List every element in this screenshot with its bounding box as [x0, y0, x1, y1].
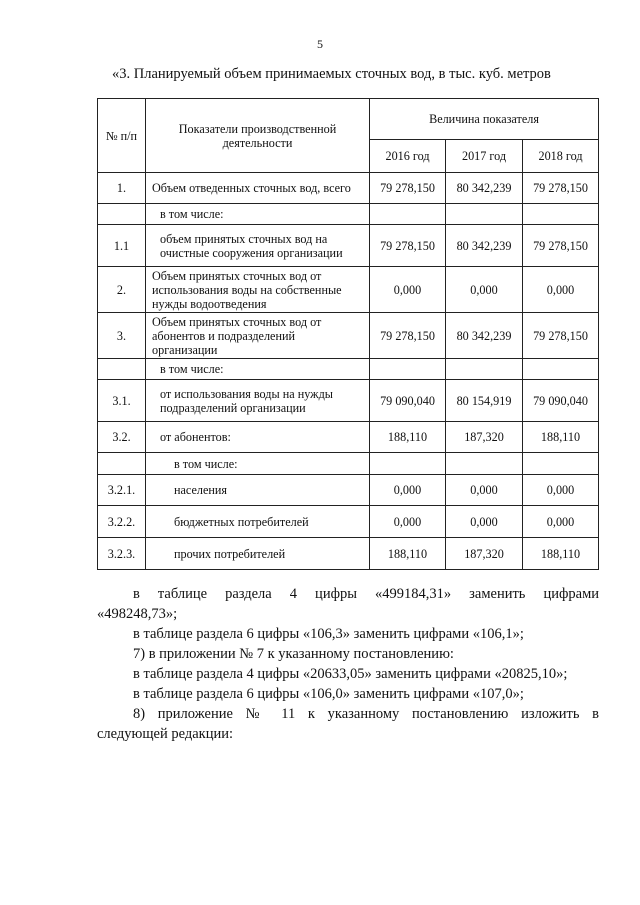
value-2017: 0,000 — [446, 506, 523, 538]
paragraph: следующей редакции: — [97, 726, 234, 742]
value-2018: 0,000 — [523, 267, 599, 313]
value-2017 — [446, 359, 523, 380]
table-header-row — [98, 99, 599, 140]
amendments-text — [97, 584, 599, 744]
row-number — [98, 453, 146, 475]
row-number: 3.1. — [98, 380, 146, 422]
value-2018: 0,000 — [523, 506, 599, 538]
paragraph: в таблице раздела 4 цифры «499184,31» заменить цифрами — [133, 586, 599, 602]
value-2016: 0,000 — [370, 506, 446, 538]
value-2018: 79 278,150 — [523, 313, 599, 359]
value-2016: 79 278,150 — [370, 313, 446, 359]
row-label: населения — [146, 475, 370, 506]
paragraph: в таблице раздела 4 цифры «20633,05» заменить цифрами «20825,10»; — [133, 666, 568, 682]
row-label: от абонентов: — [146, 422, 370, 453]
value-2017: 80 342,239 — [446, 225, 523, 267]
value-2016 — [370, 359, 446, 380]
row-label: Объем отведенных сточных вод, всего — [146, 173, 370, 204]
value-2016: 79 278,150 — [370, 173, 446, 204]
row-label: в том числе: — [146, 204, 370, 225]
row-number — [98, 204, 146, 225]
value-2018: 188,110 — [523, 538, 599, 570]
header-year-2016: 2016 год — [370, 140, 446, 173]
value-2016: 79 090,040 — [370, 380, 446, 422]
row-label: прочих потребителей — [146, 538, 370, 570]
page-number: 5 — [317, 37, 323, 51]
value-2016: 188,110 — [370, 422, 446, 453]
value-2016: 0,000 — [370, 267, 446, 313]
value-2016: 79 278,150 — [370, 225, 446, 267]
value-2017: 80 342,239 — [446, 173, 523, 204]
value-2018 — [523, 204, 599, 225]
table-row — [98, 313, 599, 359]
value-2017 — [446, 453, 523, 475]
row-number: 1.1 — [98, 225, 146, 267]
value-2017 — [446, 204, 523, 225]
table-row — [98, 506, 599, 538]
value-2017: 80 342,239 — [446, 313, 523, 359]
row-number: 3. — [98, 313, 146, 359]
row-number: 2. — [98, 267, 146, 313]
table-row — [98, 538, 599, 570]
row-label: Объем принятых сточных вод от абонентов и подразделений организации — [146, 313, 370, 359]
value-2017: 187,320 — [446, 538, 523, 570]
value-2018: 79 090,040 — [523, 380, 599, 422]
value-2017: 187,320 — [446, 422, 523, 453]
row-number: 3.2. — [98, 422, 146, 453]
row-number: 1. — [98, 173, 146, 204]
table-row — [98, 204, 599, 225]
table-row — [98, 173, 599, 204]
wastewater-volume-table — [97, 98, 599, 570]
table-row — [98, 267, 599, 313]
value-2016 — [370, 204, 446, 225]
table-row — [98, 225, 599, 267]
header-year-2017: 2017 год — [446, 140, 523, 173]
value-2018: 188,110 — [523, 422, 599, 453]
paragraph: «498248,73»; — [97, 606, 178, 622]
paragraph: в таблице раздела 6 цифры «106,3» заменить цифрами «106,1»; — [133, 626, 524, 642]
value-2016: 0,000 — [370, 475, 446, 506]
header-number: № п/п — [98, 99, 146, 173]
value-2017: 80 154,919 — [446, 380, 523, 422]
value-2017: 0,000 — [446, 267, 523, 313]
value-2016: 188,110 — [370, 538, 446, 570]
table-row — [98, 453, 599, 475]
paragraph: 8) приложение № 11 к указанному постановлению изложить в — [133, 706, 599, 722]
row-label: объем принятых сточных вод на очистные сооружения организации — [146, 225, 370, 267]
row-number — [98, 359, 146, 380]
row-label: в том числе: — [146, 453, 370, 475]
section-title: «3. Планируемый объем принимаемых сточных вод, в тыс. куб. метров — [112, 66, 551, 82]
paragraph: в таблице раздела 6 цифры «106,0» заменить цифрами «107,0»; — [133, 686, 524, 702]
value-2016 — [370, 453, 446, 475]
header-year-2018: 2018 год — [523, 140, 599, 173]
table-row — [98, 359, 599, 380]
value-2018 — [523, 453, 599, 475]
value-2017: 0,000 — [446, 475, 523, 506]
value-2018 — [523, 359, 599, 380]
row-number: 3.2.2. — [98, 506, 146, 538]
row-label: бюджетных потребителей — [146, 506, 370, 538]
row-label: Объем принятых сточных вод от использования воды на собственные нужды водоотведения — [146, 267, 370, 313]
row-label: от использования воды на нужды подразделений организации — [146, 380, 370, 422]
header-indicators: Показатели производственной деятельности — [146, 99, 370, 173]
paragraph: 7) в приложении № 7 к указанному постановлению: — [133, 646, 454, 662]
row-number: 3.2.3. — [98, 538, 146, 570]
value-2018: 79 278,150 — [523, 225, 599, 267]
table-row — [98, 380, 599, 422]
table-row — [98, 422, 599, 453]
row-label: в том числе: — [146, 359, 370, 380]
header-value: Величина показателя — [370, 99, 599, 140]
value-2018: 79 278,150 — [523, 173, 599, 204]
table-row — [98, 475, 599, 506]
row-number: 3.2.1. — [98, 475, 146, 506]
value-2018: 0,000 — [523, 475, 599, 506]
